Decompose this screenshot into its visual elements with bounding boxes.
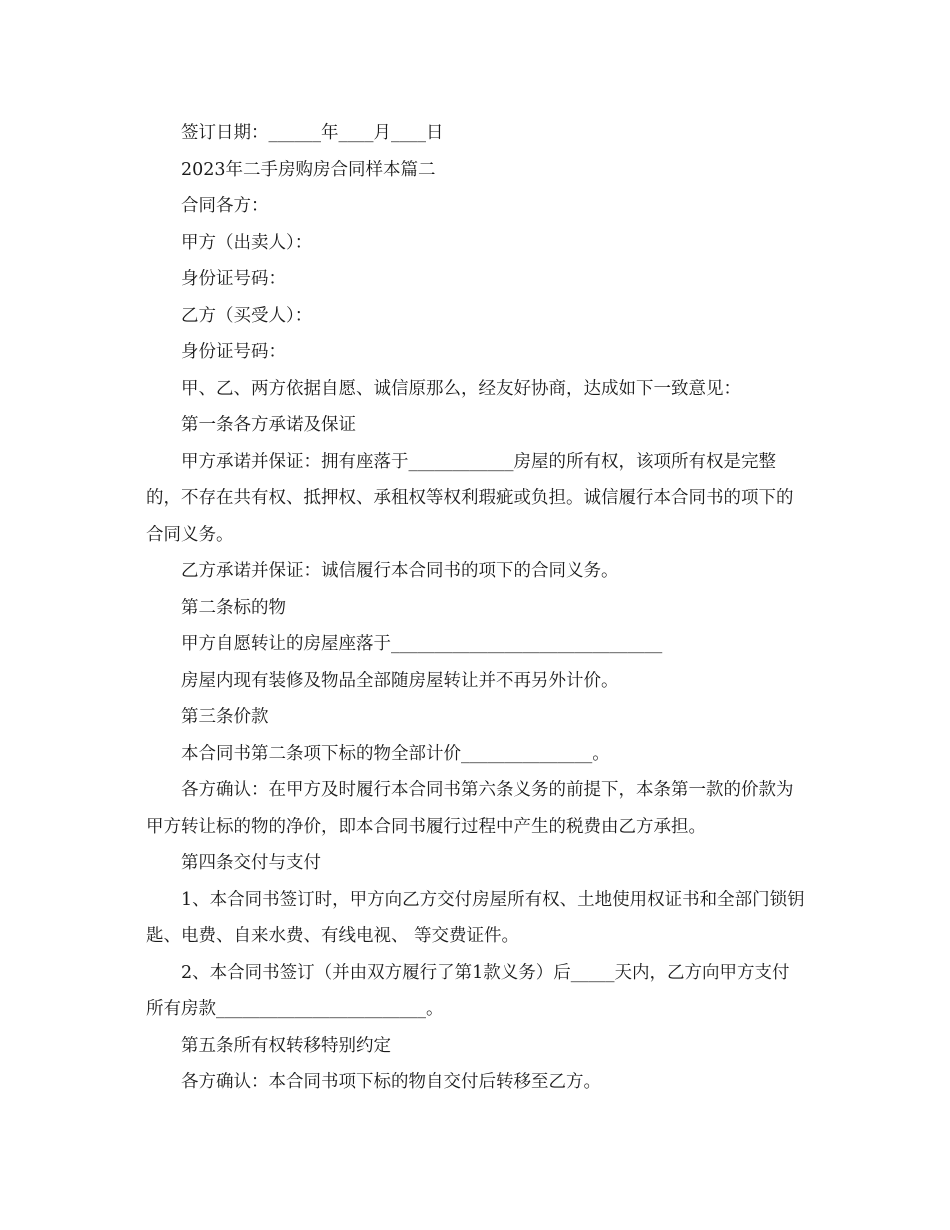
article-2-heading: 第二条标的物 (181, 597, 286, 618)
article-2-furnishings: 房屋内现有装修及物品全部随房屋转让并不再另外计价。 (181, 670, 619, 691)
party-b-label: 乙方（买受人）： (181, 305, 313, 326)
section-title: 2023年二手房购房合同样本篇二 (181, 159, 436, 180)
article-3-price: 本合同书第二条项下标的物全部计价_______________。 (181, 743, 610, 764)
agreement-intro: 甲、乙、两方依据自愿、诚信原那么，经友好协商，达成如下一致意见： (181, 378, 741, 399)
parties-heading: 合同各方： (181, 196, 269, 216)
article-2-location: 甲方自愿转让的房屋座落于_______________________________ (181, 634, 663, 654)
article-4-clause-1: 1、本合同书签订时，甲方向乙方交付房屋所有权、土地使用权证书和全部门锁钥匙、电费、自来水费、有线电视、 等交费证件。 (146, 889, 805, 946)
article-5-confirmation: 各方确认：本合同书项下标的物自交付后转移至乙方。 (181, 1072, 601, 1092)
article-1-party-a-promise: 甲方承诺并保证：拥有座落于____________房屋的所有权，该项所有权是完整的，不存在共有权、抵押权、承租权等权利瑕疵或负担。诚信履行本合同书的项下的合同义务。 (146, 451, 794, 545)
party-a-id-label: 身份证号码： (181, 269, 286, 289)
contract-body (146, 115, 806, 1101)
party-a-label: 甲方（出卖人）： (181, 232, 313, 253)
signing-date-line: 签订日期：______年____月____日 (181, 123, 444, 143)
article-1-party-b-promise: 乙方承诺并保证：诚信履行本合同书的项下的合同义务。 (181, 561, 619, 581)
article-5-heading: 第五条所有权转移特别约定 (181, 1035, 391, 1056)
article-3-confirmation: 各方确认：在甲方及时履行本合同书第六条义务的前提下，本条第一款的价款为甲方转让标的物的净价，即本合同书履行过程中产生的税费由乙方承担。 (146, 780, 794, 837)
article-1-heading: 第一条各方承诺及保证 (181, 415, 356, 435)
article-4-heading: 第四条交付与支付 (181, 853, 321, 873)
article-3-heading: 第三条价款 (181, 707, 269, 727)
article-4-clause-2: 2、本合同书签订（并由双方履行了第1款义务）后_____天内，乙方向甲方支付所有房款________________________。 (146, 962, 790, 1019)
party-b-id-label: 身份证号码： (181, 342, 286, 362)
